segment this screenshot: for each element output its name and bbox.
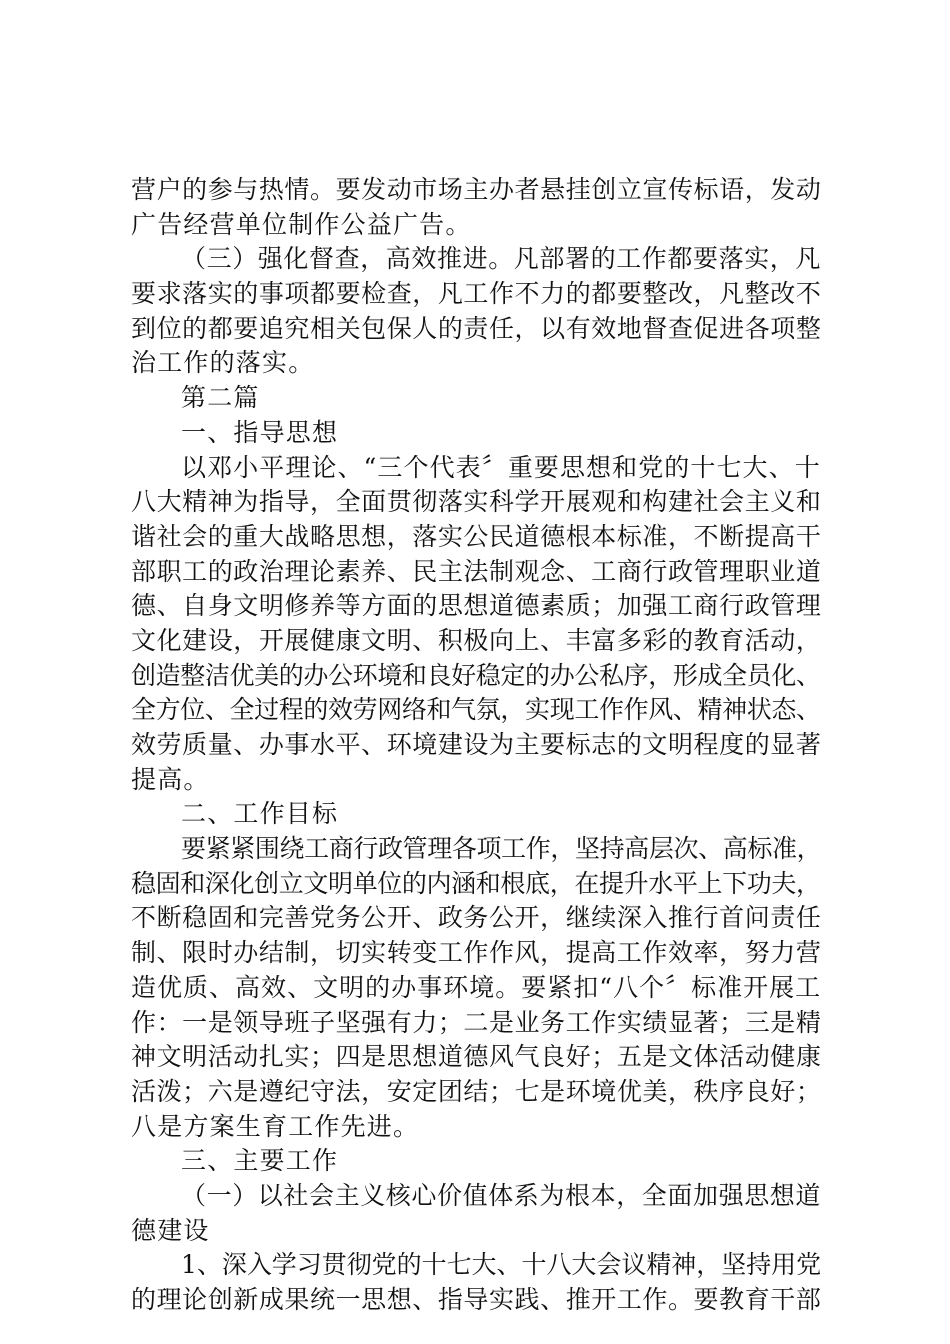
section-heading: 二、工作目标 [181,799,339,829]
section-heading: 第二篇 [181,383,260,413]
text-line: 不断稳固和完善党务公开、政务公开，继续深入推行首问责任 [131,903,822,933]
text-line: 1、深入学习贯彻党的十七大、十八大会议精神，坚持用党 [181,1250,822,1280]
text-line: 八是方案生育工作先进。 [131,1111,420,1141]
text-line: 全方位、全过程的效劳网络和气氛，实现工作作风、精神状态、 [131,695,821,725]
text-line: 效劳质量、办事水平、环境建设为主要标志的文明程度的显著 [131,730,822,759]
text-line: （三）强化督查，高效推进。凡部署的工作都要落实，凡 [181,244,822,274]
section-heading: 一、指导思想 [181,417,339,447]
text-line: 部职工的政治理论素养、民主法制观念、工商行政管理职业道 [131,556,822,586]
text-line: 到位的都要追究相关包保人的责任，以有效地督查促进各项整 [131,313,822,343]
text-line: 八大精神为指导，全面贯彻落实科学开展观和构建社会主义和 [131,487,822,517]
text-line: 神文明活动扎实；四是思想道德风气良好；五是文体活动健康 [131,1042,822,1072]
text-line: 广告经营单位制作公益广告。 [131,209,472,239]
text-line: 德、自身文明修养等方面的思想道德素质；加强工商行政管理 [131,591,822,621]
text-line: 制、限时办结制，切实转变工作作风，提高工作效率，努力营 [131,938,822,968]
text-line: 创造整洁优美的办公环境和良好稳定的办公私序，形成全员化、 [131,660,821,690]
text-line: 稳固和深化创立文明单位的内涵和根底，在提升水平上下功夫， [131,868,821,898]
text-line: 的理论创新成果统一思想、指导实践、推开工作。要教育干部 [131,1285,822,1314]
text-line: 活泼；六是遵纪守法，安定团结；七是环境优美，秩序良好； [131,1076,822,1106]
text-line: 提高。 [131,764,210,794]
text-line: 作：一是领导班子坚强有力；二是业务工作实绩显著；三是精 [131,1007,822,1037]
text-line: 谐社会的重大战略思想，落实公民道德根本标准，不断提高干 [131,521,822,551]
text-line: 要紧紧围绕工商行政管理各项工作，坚持高层次、高标准， [181,834,822,864]
document-body [131,173,821,1318]
text-line: （一）以社会主义核心价值体系为根本，全面加强思想道 [181,1180,822,1210]
text-line: 德建设 [131,1215,210,1245]
text-line: 造优质、高效、文明的办事环境。要紧扣“八个〞标准开展工 [131,972,822,1002]
section-heading: 三、主要工作 [181,1146,339,1176]
text-line: 以邓小平理论、“三个代表〞重要思想和党的十七大、十 [181,452,821,482]
text-line: 营户的参与热情。要发动市场主办者悬挂创立宣传标语，发动 [131,175,822,204]
text-line: 要求落实的事项都要检查，凡工作不力的都要整改，凡整改不 [131,279,822,309]
text-line: 文化建设，开展健康文明、积极向上、丰富多彩的教育活动， [131,625,822,655]
text-line: 治工作的落实。 [131,348,315,378]
